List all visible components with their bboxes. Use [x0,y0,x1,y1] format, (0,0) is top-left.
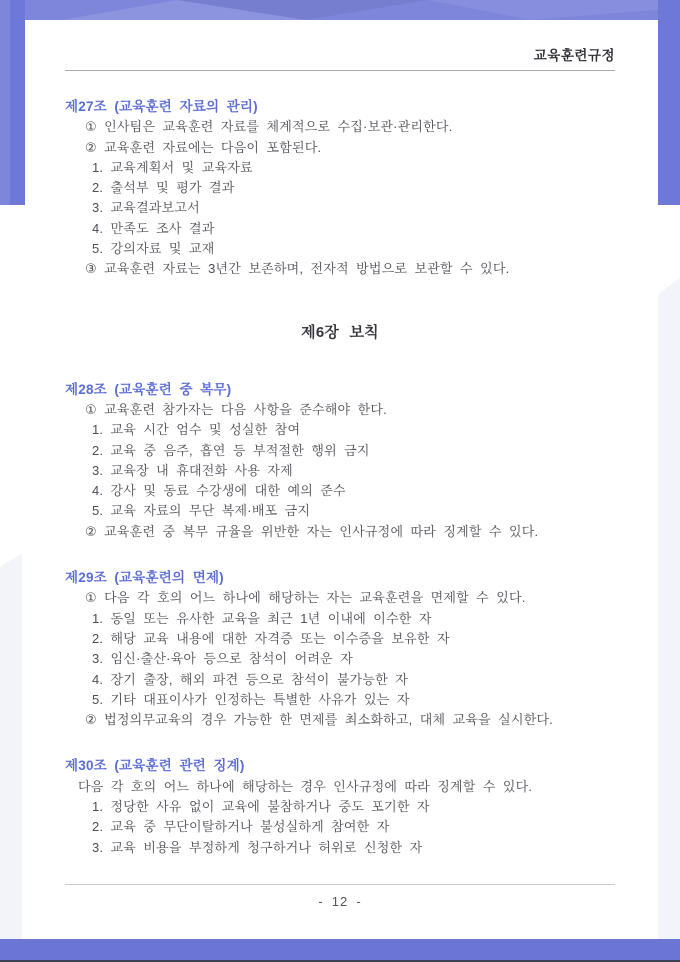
page-number: - 12 - [318,893,362,909]
article-line: 5. 강의자료 및 교재 [92,241,215,257]
article-line: 1. 교육 시간 엄수 및 성실한 참여 [92,422,301,438]
right-border-bar [658,0,680,205]
article-line: 2. 출석부 및 평가 결과 [92,180,235,196]
article-line: ① 인사팀은 교육훈련 자료를 체계적으로 수집·보관·관리한다. [85,119,453,135]
article-29 [65,568,615,730]
article-line: 3. 교육결과보고서 [92,200,200,216]
article-line: ② 법정의무교육의 경우 가능한 한 면제를 최소화하고, 대체 교육을 실시한다. [85,712,554,728]
article-heading: 제30조 (교육훈련 관련 징계) [65,758,245,774]
article-line: 5. 교육 자료의 무단 복제·배포 금지 [92,503,311,519]
right-faint-strip [658,278,680,939]
article-28 [65,380,615,542]
document-page [65,0,615,912]
article-27 [65,97,615,280]
article-line: 1. 정당한 사유 없이 교육에 불참하거나 중도 포기한 자 [92,799,430,815]
article-30 [65,756,615,857]
left-border-bar [0,0,25,205]
article-line: 4. 강사 및 동료 수강생에 대한 예의 준수 [92,483,346,499]
document-title: 교육훈련규정 [533,48,615,63]
article-line: 3. 임신·출산·육아 등으로 참석이 어려운 자 [92,651,353,667]
article-line: 2. 교육 중 음주, 흡연 등 부적절한 행위 금지 [92,442,370,458]
article-line: 2. 교육 중 무단이탈하거나 불성실하게 참여한 자 [92,819,390,835]
footer-divider [65,884,615,885]
article-line: 3. 교육 비용을 부정하게 청구하거나 허위로 신청한 자 [92,839,423,855]
article-line: 2. 해당 교육 내용에 대한 자격증 또는 이수증을 보유한 자 [92,630,450,646]
article-line: 1. 교육계획서 및 교육자료 [92,159,253,175]
article-line: ① 교육훈련 참가자는 다음 사항을 준수해야 한다. [85,401,387,417]
article-body [65,777,615,858]
article-line: ② 교육훈련 중 복무 규율을 위반한 자는 인사규정에 따라 징계할 수 있다. [85,523,539,539]
article-line: 5. 기타 대표이사가 인정하는 특별한 사유가 있는 자 [92,691,410,707]
article-body [65,400,615,542]
article-line: 3. 교육장 내 휴대전화 사용 자제 [92,462,293,478]
chapter-title: 제6장 보칙 [301,323,379,341]
article-line: 다음 각 호의 어느 하나에 해당하는 경우 인사규정에 따라 징계할 수 있다. [78,778,533,794]
left-faint-strip [0,553,22,939]
article-line: ② 교육훈련 자료에는 다음이 포함된다. [85,139,322,155]
article-line: 1. 동일 또는 유사한 교육을 최근 1년 이내에 이수한 자 [92,610,432,626]
header-divider [65,70,615,71]
article-body [65,117,615,279]
article-line: ③ 교육훈련 자료는 3년간 보존하며, 전자적 방법으로 보관할 수 있다. [85,261,510,277]
article-body [65,588,615,730]
article-line: 4. 만족도 조사 결과 [92,220,215,236]
article-heading: 제29조 (교육훈련의 면제) [65,570,224,586]
article-heading: 제27조 (교육훈련 자료의 관리) [65,99,258,114]
article-line: 4. 장기 출장, 해외 파견 등으로 참석이 불가능한 자 [92,671,408,687]
article-line: ① 다음 각 호의 어느 하나에 해당하는 자는 교육훈련을 면제할 수 있다. [85,590,526,606]
article-heading: 제28조 (교육훈련 중 복무) [65,381,232,397]
bottom-border-band [0,939,680,960]
